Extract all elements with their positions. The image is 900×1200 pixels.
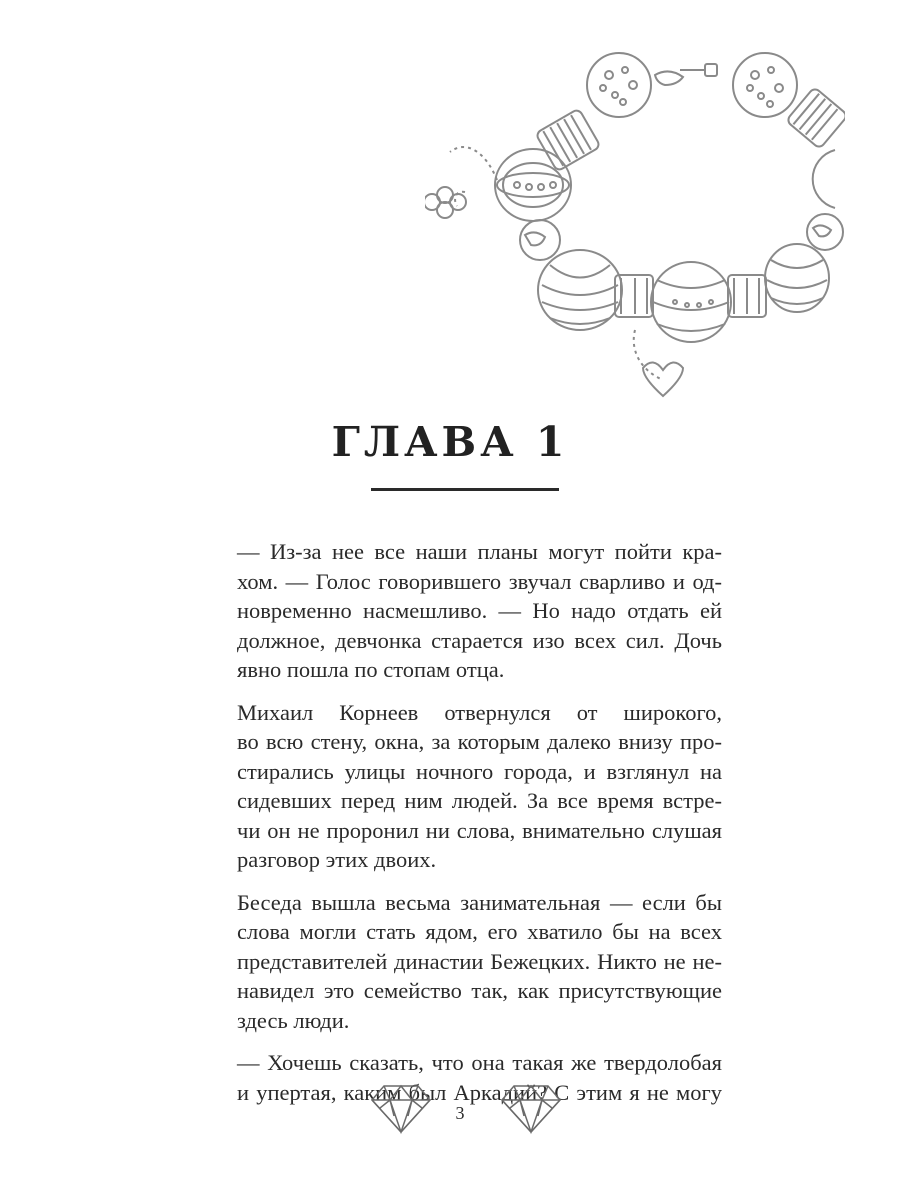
paragraph bbox=[210, 888, 722, 1036]
text-line: — Хочешь сказать, что она такая же твердолобая bbox=[237, 1050, 722, 1075]
text-line: новременно насмешливо. — Но надо отдать ей bbox=[237, 598, 722, 623]
text-line: Беседа вышла весьма занимательная — если бы bbox=[237, 889, 722, 915]
text-line: представителей династии Бежецких. Никто не не- bbox=[237, 948, 722, 974]
text-line: здесь люди. bbox=[237, 1007, 350, 1033]
paragraph bbox=[210, 698, 722, 875]
text-line: хом. — Голос говорившего звучал сварливо и од- bbox=[237, 568, 722, 594]
diamond-icon bbox=[500, 1080, 562, 1136]
text-line: чи он не проронил ни слова, внимательно слушая bbox=[237, 817, 722, 843]
text-line: навидел это семейство так, как присутствующие bbox=[237, 978, 722, 1003]
text-line: явно пошла по стопам отца. bbox=[237, 657, 505, 682]
page-number: 3 bbox=[455, 1103, 465, 1123]
text-line: должное, девчонка старается изо всех сил. Дочь bbox=[237, 627, 722, 653]
text-line: и упертая, каким был Аркадий? С этим я не могу bbox=[237, 1079, 722, 1105]
text-line: стирались улицы ночного города, и взглянул на bbox=[237, 758, 722, 784]
text-line: — Из-за нее все наши планы могут пойти кра- bbox=[237, 539, 722, 564]
diamond-icon bbox=[370, 1080, 432, 1136]
text-line: Михаил Корнеев отвернулся от широкого, bbox=[237, 699, 722, 725]
body-text bbox=[210, 537, 722, 1120]
title-underline bbox=[371, 488, 559, 491]
chapter-title: ГЛАВА 1 bbox=[331, 418, 569, 466]
paragraph bbox=[210, 537, 722, 685]
text-line: сидевших перед ним людей. За все время встре- bbox=[237, 788, 722, 813]
text-line: разговор этих двоих. bbox=[237, 847, 437, 872]
text-line: слова могли стать ядом, его хватило бы на всех bbox=[237, 919, 722, 944]
text-line: во всю стену, окна, за которым далеко внизу про- bbox=[237, 729, 722, 754]
charm-bracelet-illustration bbox=[425, 40, 845, 415]
